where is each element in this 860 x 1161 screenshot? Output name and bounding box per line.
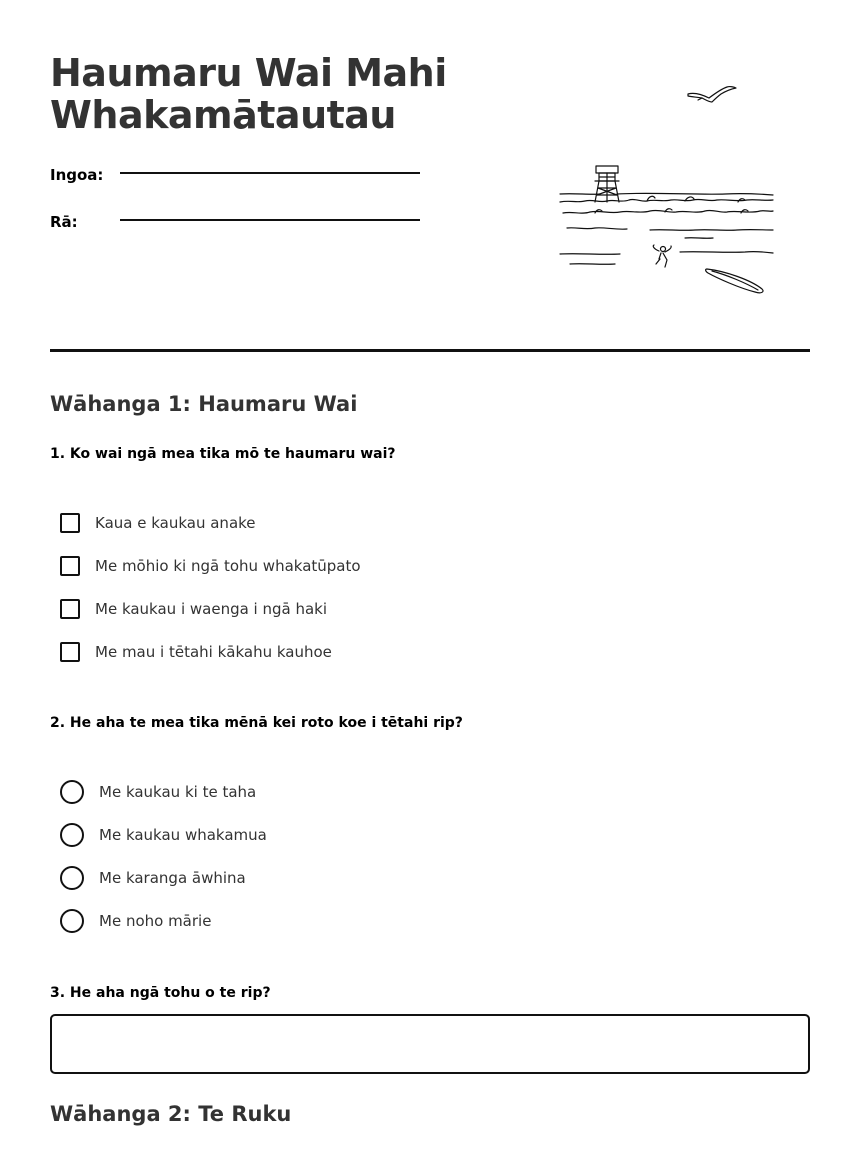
question-2: 2. He aha te mea tika mēnā kei roto koe i tētahi rip? — [50, 715, 463, 731]
q1-option-2[interactable] — [60, 554, 361, 578]
q1-option-label-4: Me mau i tētahi kākahu kauhoe — [95, 643, 332, 661]
question-3: 3. He aha ngā tohu o te rip? — [50, 985, 271, 1001]
q1-option-4[interactable] — [60, 640, 332, 664]
q2-option-2[interactable] — [60, 823, 267, 847]
q1-checkbox-1[interactable] — [60, 513, 80, 533]
q2-option-4[interactable] — [60, 909, 211, 933]
q1-checkbox-3[interactable] — [60, 599, 80, 619]
q2-radio-1[interactable] — [60, 780, 84, 804]
seagull-icon — [688, 87, 736, 102]
q3-answer-box[interactable] — [50, 1014, 810, 1074]
q1-option-label-3: Me kaukau i waenga i ngā haki — [95, 600, 328, 618]
q1-option-label-1: Kaua e kaukau anake — [95, 514, 256, 532]
q2-option-1[interactable] — [60, 780, 256, 804]
q2-option-3[interactable] — [60, 866, 246, 890]
header-divider — [50, 349, 810, 352]
q1-option-label-2: Me mōhio ki ngā tohu whakatūpato — [95, 557, 361, 575]
q2-radio-3[interactable] — [60, 866, 84, 890]
lifeguard-tower-icon — [595, 166, 619, 202]
date-label: Rā: — [50, 213, 78, 231]
q1-checkbox-4[interactable] — [60, 642, 80, 662]
question-1: 1. Ko wai ngā mea tika mō te haumaru wai? — [50, 446, 396, 462]
q2-radio-2[interactable] — [60, 823, 84, 847]
title-line-2: Whakamātautau — [50, 93, 396, 137]
q1-checkbox-2[interactable] — [60, 556, 80, 576]
q2-radio-4[interactable] — [60, 909, 84, 933]
name-field[interactable] — [120, 172, 420, 174]
swimmer-icon — [653, 245, 671, 267]
q2-option-label-3: Me karanga āwhina — [99, 869, 246, 887]
q2-option-label-4: Me noho mārie — [99, 912, 212, 930]
surfboard-icon — [706, 269, 763, 293]
name-label: Ingoa: — [50, 166, 104, 184]
q1-option-1[interactable] — [60, 511, 256, 535]
section-2-heading: Wāhanga 2: Te Ruku — [50, 1102, 292, 1126]
section-1-heading: Wāhanga 1: Haumaru Wai — [50, 392, 358, 416]
title-line-1: Haumaru Wai Mahi — [50, 51, 447, 95]
date-field[interactable] — [120, 219, 420, 221]
q2-option-label-2: Me kaukau whakamua — [99, 826, 267, 844]
worksheet-title — [50, 52, 447, 136]
q2-option-label-1: Me kaukau ki te taha — [99, 783, 257, 801]
q1-option-3[interactable] — [60, 597, 327, 621]
beach-scene-icon — [555, 78, 780, 303]
